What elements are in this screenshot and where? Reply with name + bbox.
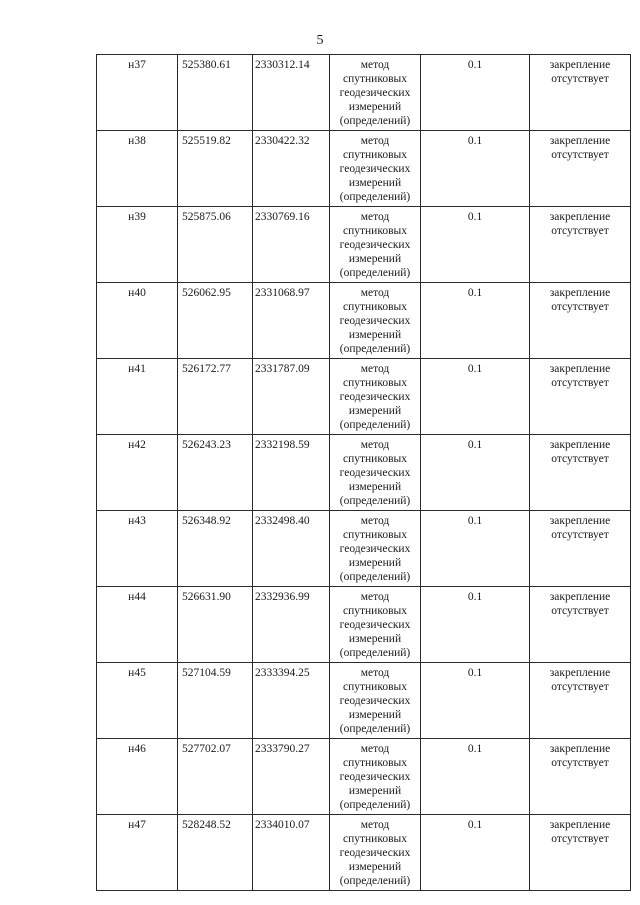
fixation-line: закрепление bbox=[549, 363, 611, 375]
x-coordinate-cell: 526243.23 bbox=[178, 435, 253, 511]
accuracy-cell: 0.1 bbox=[421, 131, 530, 207]
coordinates-table bbox=[96, 54, 631, 891]
method-cell bbox=[330, 663, 421, 739]
method-line: измерений bbox=[348, 329, 402, 341]
x-coordinate-cell: 525380.61 bbox=[178, 55, 253, 131]
point-name-cell: н41 bbox=[97, 359, 178, 435]
fixation-cell bbox=[530, 283, 631, 359]
method-line: измерений bbox=[348, 253, 402, 265]
x-coordinate-cell: 526172.77 bbox=[178, 359, 253, 435]
method-line: геодезических bbox=[339, 695, 411, 707]
method-line: измерений bbox=[348, 405, 402, 417]
fixation-line: закрепление bbox=[549, 515, 611, 527]
method-cell bbox=[330, 587, 421, 663]
x-coordinate-cell: 526631.90 bbox=[178, 587, 253, 663]
fixation-cell bbox=[530, 815, 631, 891]
point-name-cell: н46 bbox=[97, 739, 178, 815]
method-line: спутниковых bbox=[342, 529, 407, 541]
table-row bbox=[97, 131, 631, 207]
fixation-cell bbox=[530, 663, 631, 739]
y-coordinate-cell: 2333790.27 bbox=[253, 739, 330, 815]
method-line: геодезических bbox=[339, 391, 411, 403]
x-coordinate-cell: 525519.82 bbox=[178, 131, 253, 207]
method-line: геодезических bbox=[339, 543, 411, 555]
method-line: спутниковых bbox=[342, 757, 407, 769]
method-line: спутниковых bbox=[342, 681, 407, 693]
point-name-cell: н43 bbox=[97, 511, 178, 587]
x-coordinate-cell: 526062.95 bbox=[178, 283, 253, 359]
accuracy-cell: 0.1 bbox=[421, 207, 530, 283]
method-line: геодезических bbox=[339, 315, 411, 327]
method-line: измерений bbox=[348, 177, 402, 189]
method-line: (определений) bbox=[339, 267, 411, 279]
method-line: (определений) bbox=[339, 343, 411, 355]
fixation-line: отсутствует bbox=[551, 225, 609, 237]
table-row bbox=[97, 283, 631, 359]
fixation-cell bbox=[530, 739, 631, 815]
y-coordinate-cell: 2330769.16 bbox=[253, 207, 330, 283]
point-name-cell: н47 bbox=[97, 815, 178, 891]
x-coordinate-cell: 527702.07 bbox=[178, 739, 253, 815]
fixation-cell bbox=[530, 131, 631, 207]
table-row bbox=[97, 663, 631, 739]
accuracy-cell: 0.1 bbox=[421, 815, 530, 891]
point-name-cell: н45 bbox=[97, 663, 178, 739]
table-row bbox=[97, 359, 631, 435]
fixation-cell bbox=[530, 207, 631, 283]
fixation-line: закрепление bbox=[549, 135, 611, 147]
method-line: метод bbox=[360, 667, 390, 679]
method-line: (определений) bbox=[339, 115, 411, 127]
method-cell bbox=[330, 131, 421, 207]
method-line: (определений) bbox=[339, 723, 411, 735]
fixation-line: закрепление bbox=[549, 439, 611, 451]
method-line: метод bbox=[360, 59, 390, 71]
method-line: метод bbox=[360, 135, 390, 147]
method-line: метод bbox=[360, 515, 390, 527]
method-line: спутниковых bbox=[342, 225, 407, 237]
accuracy-cell: 0.1 bbox=[421, 359, 530, 435]
fixation-line: отсутствует bbox=[551, 149, 609, 161]
method-line: геодезических bbox=[339, 163, 411, 175]
fixation-line: отсутствует bbox=[551, 453, 609, 465]
point-name-cell: н42 bbox=[97, 435, 178, 511]
method-line: измерений bbox=[348, 481, 402, 493]
fixation-line: отсутствует bbox=[551, 757, 609, 769]
fixation-cell bbox=[530, 435, 631, 511]
method-line: спутниковых bbox=[342, 377, 407, 389]
method-cell bbox=[330, 359, 421, 435]
fixation-line: отсутствует bbox=[551, 681, 609, 693]
method-cell bbox=[330, 815, 421, 891]
y-coordinate-cell: 2330422.32 bbox=[253, 131, 330, 207]
y-coordinate-cell: 2331787.09 bbox=[253, 359, 330, 435]
point-name-cell: н38 bbox=[97, 131, 178, 207]
fixation-cell bbox=[530, 587, 631, 663]
method-line: метод bbox=[360, 819, 390, 831]
fixation-line: закрепление bbox=[549, 59, 611, 71]
table-row bbox=[97, 815, 631, 891]
method-line: спутниковых bbox=[342, 301, 407, 313]
fixation-cell bbox=[530, 359, 631, 435]
table-row bbox=[97, 739, 631, 815]
method-line: измерений bbox=[348, 785, 402, 797]
fixation-line: отсутствует bbox=[551, 605, 609, 617]
table-row bbox=[97, 207, 631, 283]
method-line: спутниковых bbox=[342, 453, 407, 465]
page-number: 5 bbox=[316, 33, 324, 48]
y-coordinate-cell: 2334010.07 bbox=[253, 815, 330, 891]
table-row bbox=[97, 511, 631, 587]
fixation-cell bbox=[530, 55, 631, 131]
method-line: спутниковых bbox=[342, 605, 407, 617]
y-coordinate-cell: 2332936.99 bbox=[253, 587, 330, 663]
method-line: геодезических bbox=[339, 771, 411, 783]
method-line: (определений) bbox=[339, 875, 411, 887]
method-line: измерений bbox=[348, 861, 402, 873]
accuracy-cell: 0.1 bbox=[421, 739, 530, 815]
fixation-cell bbox=[530, 511, 631, 587]
x-coordinate-cell: 525875.06 bbox=[178, 207, 253, 283]
method-cell bbox=[330, 207, 421, 283]
method-line: метод bbox=[360, 287, 390, 299]
method-line: геодезических bbox=[339, 847, 411, 859]
method-cell bbox=[330, 55, 421, 131]
method-cell bbox=[330, 511, 421, 587]
method-line: (определений) bbox=[339, 191, 411, 203]
table-row bbox=[97, 587, 631, 663]
fixation-line: отсутствует bbox=[551, 301, 609, 313]
method-line: метод bbox=[360, 591, 390, 603]
point-name-cell: н37 bbox=[97, 55, 178, 131]
y-coordinate-cell: 2333394.25 bbox=[253, 663, 330, 739]
fixation-line: закрепление bbox=[549, 211, 611, 223]
table-row bbox=[97, 55, 631, 131]
method-line: метод bbox=[360, 743, 390, 755]
x-coordinate-cell: 528248.52 bbox=[178, 815, 253, 891]
method-line: геодезических bbox=[339, 87, 411, 99]
point-name-cell: н40 bbox=[97, 283, 178, 359]
method-line: (определений) bbox=[339, 419, 411, 431]
accuracy-cell: 0.1 bbox=[421, 663, 530, 739]
method-line: (определений) bbox=[339, 647, 411, 659]
method-line: (определений) bbox=[339, 495, 411, 507]
method-cell bbox=[330, 283, 421, 359]
accuracy-cell: 0.1 bbox=[421, 587, 530, 663]
method-line: измерений bbox=[348, 633, 402, 645]
method-line: метод bbox=[360, 363, 390, 375]
table-row bbox=[97, 435, 631, 511]
method-line: спутниковых bbox=[342, 149, 407, 161]
method-line: спутниковых bbox=[342, 73, 407, 85]
x-coordinate-cell: 527104.59 bbox=[178, 663, 253, 739]
y-coordinate-cell: 2330312.14 bbox=[253, 55, 330, 131]
method-line: измерений bbox=[348, 709, 402, 721]
fixation-line: закрепление bbox=[549, 819, 611, 831]
y-coordinate-cell: 2332498.40 bbox=[253, 511, 330, 587]
accuracy-cell: 0.1 bbox=[421, 55, 530, 131]
method-line: спутниковых bbox=[342, 833, 407, 845]
fixation-line: закрепление bbox=[549, 287, 611, 299]
method-line: метод bbox=[360, 439, 390, 451]
fixation-line: отсутствует bbox=[551, 377, 609, 389]
method-line: геодезических bbox=[339, 239, 411, 251]
coordinates-table-body bbox=[97, 55, 631, 891]
fixation-line: отсутствует bbox=[551, 529, 609, 541]
x-coordinate-cell: 526348.92 bbox=[178, 511, 253, 587]
point-name-cell: н44 bbox=[97, 587, 178, 663]
method-line: (определений) bbox=[339, 799, 411, 811]
method-line: геодезических bbox=[339, 619, 411, 631]
fixation-line: закрепление bbox=[549, 591, 611, 603]
fixation-line: отсутствует bbox=[551, 833, 609, 845]
y-coordinate-cell: 2332198.59 bbox=[253, 435, 330, 511]
method-line: измерений bbox=[348, 101, 402, 113]
point-name-cell: н39 bbox=[97, 207, 178, 283]
fixation-line: отсутствует bbox=[551, 73, 609, 85]
accuracy-cell: 0.1 bbox=[421, 283, 530, 359]
method-cell bbox=[330, 739, 421, 815]
fixation-line: закрепление bbox=[549, 667, 611, 679]
fixation-line: закрепление bbox=[549, 743, 611, 755]
accuracy-cell: 0.1 bbox=[421, 511, 530, 587]
method-line: метод bbox=[360, 211, 390, 223]
method-line: измерений bbox=[348, 557, 402, 569]
method-cell bbox=[330, 435, 421, 511]
y-coordinate-cell: 2331068.97 bbox=[253, 283, 330, 359]
accuracy-cell: 0.1 bbox=[421, 435, 530, 511]
method-line: (определений) bbox=[339, 571, 411, 583]
method-line: геодезических bbox=[339, 467, 411, 479]
